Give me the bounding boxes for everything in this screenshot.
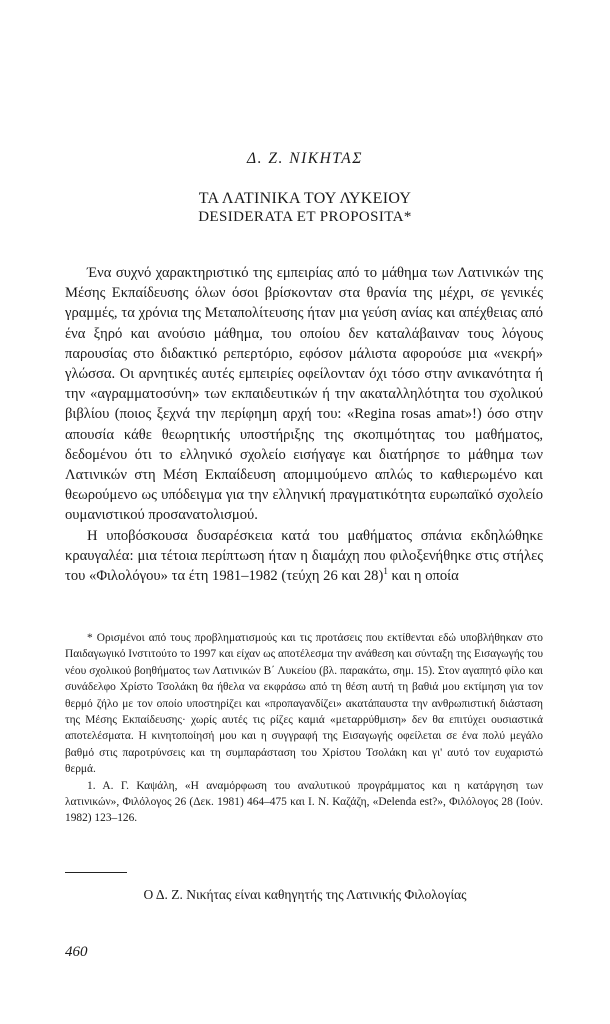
- article-body: [65, 263, 543, 586]
- footnote-ref-1: 1: [383, 566, 388, 577]
- article-subtitle: DESIDERATA ET PROPOSITA*: [198, 209, 412, 225]
- body-paragraph-1: Ένα συχνό χαρακτηριστικό της εμπειρίας από το μάθημα των Λατινικών της Μέσης Εκπαίδευσης όλων όσοι βρίσκονταν στα θρανία της μέχρι, σε γενικές γραμμές, τα χρόνια της Μεταπολίτευσης ήταν μια γεύση ανίας και απέχθειας από ένα ξηρό και ανούσιο μάθημα, του οποίου δεν καταλάβαιναν τους λόγους παρουσίας στο διδακτικό ρεπερτόριο, εφόσον μάλιστα αφορούσε μια «νεκρή» γλώσσα. Οι αρνητικές αυτές εμπειρίες οφείλονταν όχι τόσο στην ανικανότητα ή την «αγραμματοσύνη» των εκπαιδευτικών ή την ακαταλληλότητα του σχολικού βιβλίου (ποιος ξεχνά την περίφημη αρχή του: «Regina rosas amat»!) όσο στην απουσία κάθε θεωρητικής υποστήριξης της σκοπιμότητας του μαθήματος, δεδομένου ότι το ελληνικό σχολείο εισήγαγε και διατήρησε το μάθημα των Λατινικών στη Μέση Εκπαίδευση απομιμούμενο απλώς το καθιερωμένο και θεωρούμενο ως υπόδειγμα για την ελληνική πραγματικότητα ευρωπαϊκό σχολείο ουμανιστικού προσανατολισμού.: [65, 265, 543, 524]
- footnote-star: * Ορισμένοι από τους προβληματισμούς και τις προτάσεις που εκτίθενται εδώ υποβλήθηκαν στο Παιδαγωγικό Ινστιτούτο το 1997 και είχαν ως αποτέλεσμα την ανάθεση και σύνταξη της Εισαγωγής του νέου σχολικού βοηθήματος των Λατινικών Β΄ Λυκείου (βλ. παρακάτω, σημ. 15). Στον αγαπητό φίλο και συνάδελφο Χρίστο Τσολάκη θα ήθελα να εκφράσω από τη θέση αυτή τη βαθιά μου εκτίμηση για τον θερμό ζήλο με τον οποίο υποστηρίζει και «προπαγανδίζει» ακατάπαυστα την ανθρωπιστική διάσταση της Μέσης Εκπαίδευσης· χωρίς αυτές τις ρίζες καμιά «μεταρρύθμιση» δεν θα επιτύχει ουσιαστικά αποτελέσματα. Η κινητοποίησή μου και η συγγραφή της Εισαγωγής οφείλεται σε ένα πολύ μεγάλο βαθμό στις παροτρύνσεις και τη συμπαράσταση του Χρίστου Τσολάκη και γι' αυτό τον ευχαριστώ θερμά.: [65, 632, 543, 776]
- page-number: 460: [65, 944, 88, 960]
- body-paragraph-2: [65, 526, 543, 587]
- footnotes: [65, 630, 543, 827]
- footnote-1: 1. Α. Γ. Καψάλη, «Η αναμόρφωση του αναλυτικού προγράμματος και η κατάργηση των λατινικών», Φιλόλογος 26 (Δεκ. 1981) 464–475 και Ι. Ν. Καζάζη, «Delenda est?», Φιλόλογος 28 (Ιούν. 1982) 123–126.: [65, 779, 543, 825]
- paragraph-2-text: Η υποβόσκουσα δυσαρέσκεια κατά του μαθήματος σπάνια εκδηλώθηκε κραυγαλέα: μια τέτοια περίπτωση ήταν η διαμάχη που φιλοξενήθηκε στις στήλες του «Φιλολόγου» τα έτη 1981–1982 (τεύχη 26 και 28): [65, 527, 543, 585]
- author-affiliation: Ο Δ. Ζ. Νικήτας είναι καθηγητής της Λατινικής Φιλολογίας: [143, 887, 467, 902]
- paragraph-2-tail: και η οποία: [387, 568, 459, 585]
- article-title: ΤΑ ΛΑΤΙΝΙΚΑ ΤΟΥ ΛΥΚΕΙΟΥ: [198, 190, 412, 207]
- footer-divider: [65, 872, 127, 873]
- author-name: Δ. Ζ. ΝΙΚΗΤΑΣ: [247, 150, 363, 167]
